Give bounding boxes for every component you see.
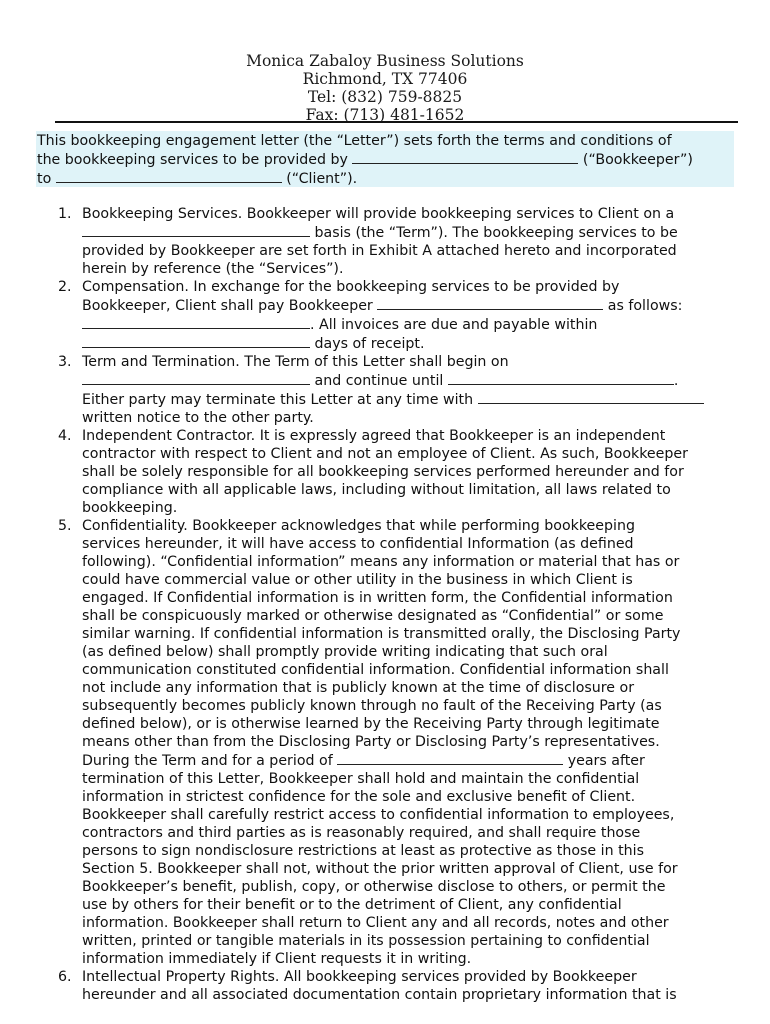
item-line: following). “Confidential information” means any information or material that has or <box>82 554 680 570</box>
item-line: written notice to the other party. <box>82 410 314 426</box>
item-line: Bookkeeper’s benefit, publish, copy, or otherwise disclose to others, or permit the <box>82 879 666 895</box>
item-line: herein by reference (the “Services”). <box>82 261 344 277</box>
item-line: During the Term and for a period of <box>82 753 338 769</box>
item-line: Bookkeeper shall carefully restrict access to confidential information to employees, <box>82 807 675 823</box>
item-line: engaged. If Confidential information is in written form, the Confidential information <box>82 590 673 606</box>
item-line: information immediately if Client requests it in writing. <box>82 951 472 967</box>
item-line: shall be conspicuously marked or otherwise designated as “Confidential” or some <box>82 608 664 624</box>
item-number: 4. <box>58 428 72 444</box>
item-line: Either party may terminate this Letter at any time with <box>82 392 478 408</box>
notice-period-field[interactable] <box>478 390 704 404</box>
terms-list <box>50 205 740 1004</box>
item-line: Intellectual Property Rights. All bookkeeping services provided by Bookkeeper <box>82 969 637 985</box>
item-line: hereunder and all associated documentation contain proprietary information that is <box>82 987 677 1003</box>
payment-terms-field[interactable] <box>82 315 310 329</box>
item-line: Term and Termination. The Term of this Letter shall begin on <box>82 354 509 370</box>
item-line: use by others for their benefit or to the detriment of Client, any confidential <box>82 897 622 913</box>
item-line: services hereunder, it will have access to confidential Information (as defined <box>82 536 634 552</box>
item-line: information in strictest confidence for the sole and exclusive benefit of Client. <box>82 789 636 805</box>
item-line: contractors and third parties as is reasonably required, and shall require those <box>82 825 641 841</box>
item-line: as follows: <box>603 298 683 314</box>
item-line: and continue until <box>310 373 448 389</box>
item-line: provided by Bookkeeper are set forth in Exhibit A attached hereto and incorporated <box>82 243 677 259</box>
item-number: 6. <box>58 969 72 985</box>
intro-line-1: This bookkeeping engagement letter (the “Letter”) sets forth the terms and conditions of <box>37 133 672 149</box>
client-name-field[interactable] <box>56 169 282 183</box>
payment-amount-field[interactable] <box>377 296 603 310</box>
item-line: Bookkeeper, Client shall pay Bookkeeper <box>82 298 378 314</box>
service-frequency-field[interactable] <box>82 223 310 237</box>
item-number: 2. <box>58 279 72 295</box>
item-line: could have commercial value or other utility in the business in which Client is <box>82 572 633 588</box>
header-divider <box>55 121 738 123</box>
term-start-field[interactable] <box>82 371 310 385</box>
item-line: defined below), or is otherwise learned by the Receiving Party through legitimate <box>82 716 660 732</box>
item-line: years after <box>563 753 645 769</box>
item-line: (as defined below) shall promptly provide writing indicating that such oral <box>82 644 608 660</box>
item-line: subsequently becomes publicly known through no fault of the Receiving Party (as <box>82 698 662 714</box>
intro-line-2-end: (“Bookkeeper”) <box>578 152 693 168</box>
list-item <box>50 278 740 353</box>
letterhead <box>0 52 770 124</box>
item-line: days of receipt. <box>310 336 425 352</box>
item-line: . <box>673 373 679 389</box>
item-line: . All invoices are due and payable within <box>310 317 598 333</box>
intro-line-3-end: (“Client”). <box>281 171 358 187</box>
item-line: termination of this Letter, Bookkeeper shall hold and maintain the confidential <box>82 771 640 787</box>
company-address: Richmond, TX 77406 <box>302 70 468 88</box>
item-line: similar warning. If confidential information is transmitted orally, the Disclosing Party <box>82 626 681 642</box>
item-number: 1. <box>58 206 72 222</box>
item-number: 5. <box>58 518 72 534</box>
item-line: contractor with respect to Client and not an employee of Client. As such, Bookkeeper <box>82 446 688 462</box>
item-line: Independent Contractor. It is expressly agreed that Bookkeeper is an independent <box>82 428 666 444</box>
item-line: Confidentiality. Bookkeeper acknowledges that while performing bookkeeping <box>82 518 635 534</box>
item-line: Section 5. Bookkeeper shall not, without the prior written approval of Client, use for <box>82 861 678 877</box>
payment-days-field[interactable] <box>82 334 310 348</box>
item-line: information. Bookkeeper shall return to Client any and all records, notes and other <box>82 915 669 931</box>
item-line: means other than from the Disclosing Party or Disclosing Party’s representatives. <box>82 734 660 750</box>
company-phone: Tel: (832) 759-8825 <box>307 88 463 106</box>
item-line: basis (the “Term”). The bookkeeping services to be <box>310 225 678 241</box>
intro-line-3-text: to <box>37 171 56 187</box>
list-item <box>50 353 740 427</box>
company-name: Monica Zabaloy Business Solutions <box>246 52 524 70</box>
item-line: not include any information that is publicly known at the time of disclosure or <box>82 680 635 696</box>
list-item <box>50 968 740 1004</box>
bookkeeper-name-field[interactable] <box>352 150 578 164</box>
item-line: written, printed or tangible materials in its possession pertaining to confidential <box>82 933 650 949</box>
item-line: communication constituted confidential information. Confidential information shall <box>82 662 669 678</box>
term-end-field[interactable] <box>448 371 674 385</box>
item-line: Bookkeeping Services. Bookkeeper will provide bookkeeping services to Client on a <box>82 206 675 222</box>
intro-paragraph <box>36 131 734 187</box>
item-line: shall be solely responsible for all bookkeeping services performed hereunder and for <box>82 464 684 480</box>
item-line: Compensation. In exchange for the bookkeeping services to be provided by <box>82 279 620 295</box>
intro-line-2-text: the bookkeeping services to be provided by <box>37 152 353 168</box>
item-line: persons to sign nondisclosure restrictions at least as protective as those in this <box>82 843 644 859</box>
confidentiality-years-field[interactable] <box>337 751 563 765</box>
item-line: bookkeeping. <box>82 500 178 516</box>
company-fax: Fax: (713) 481-1652 <box>305 106 465 124</box>
item-line: compliance with all applicable laws, including without limitation, all laws related to <box>82 482 671 498</box>
list-item <box>50 205 740 278</box>
item-number: 3. <box>58 354 72 370</box>
list-item <box>50 517 740 968</box>
list-item <box>50 427 740 517</box>
